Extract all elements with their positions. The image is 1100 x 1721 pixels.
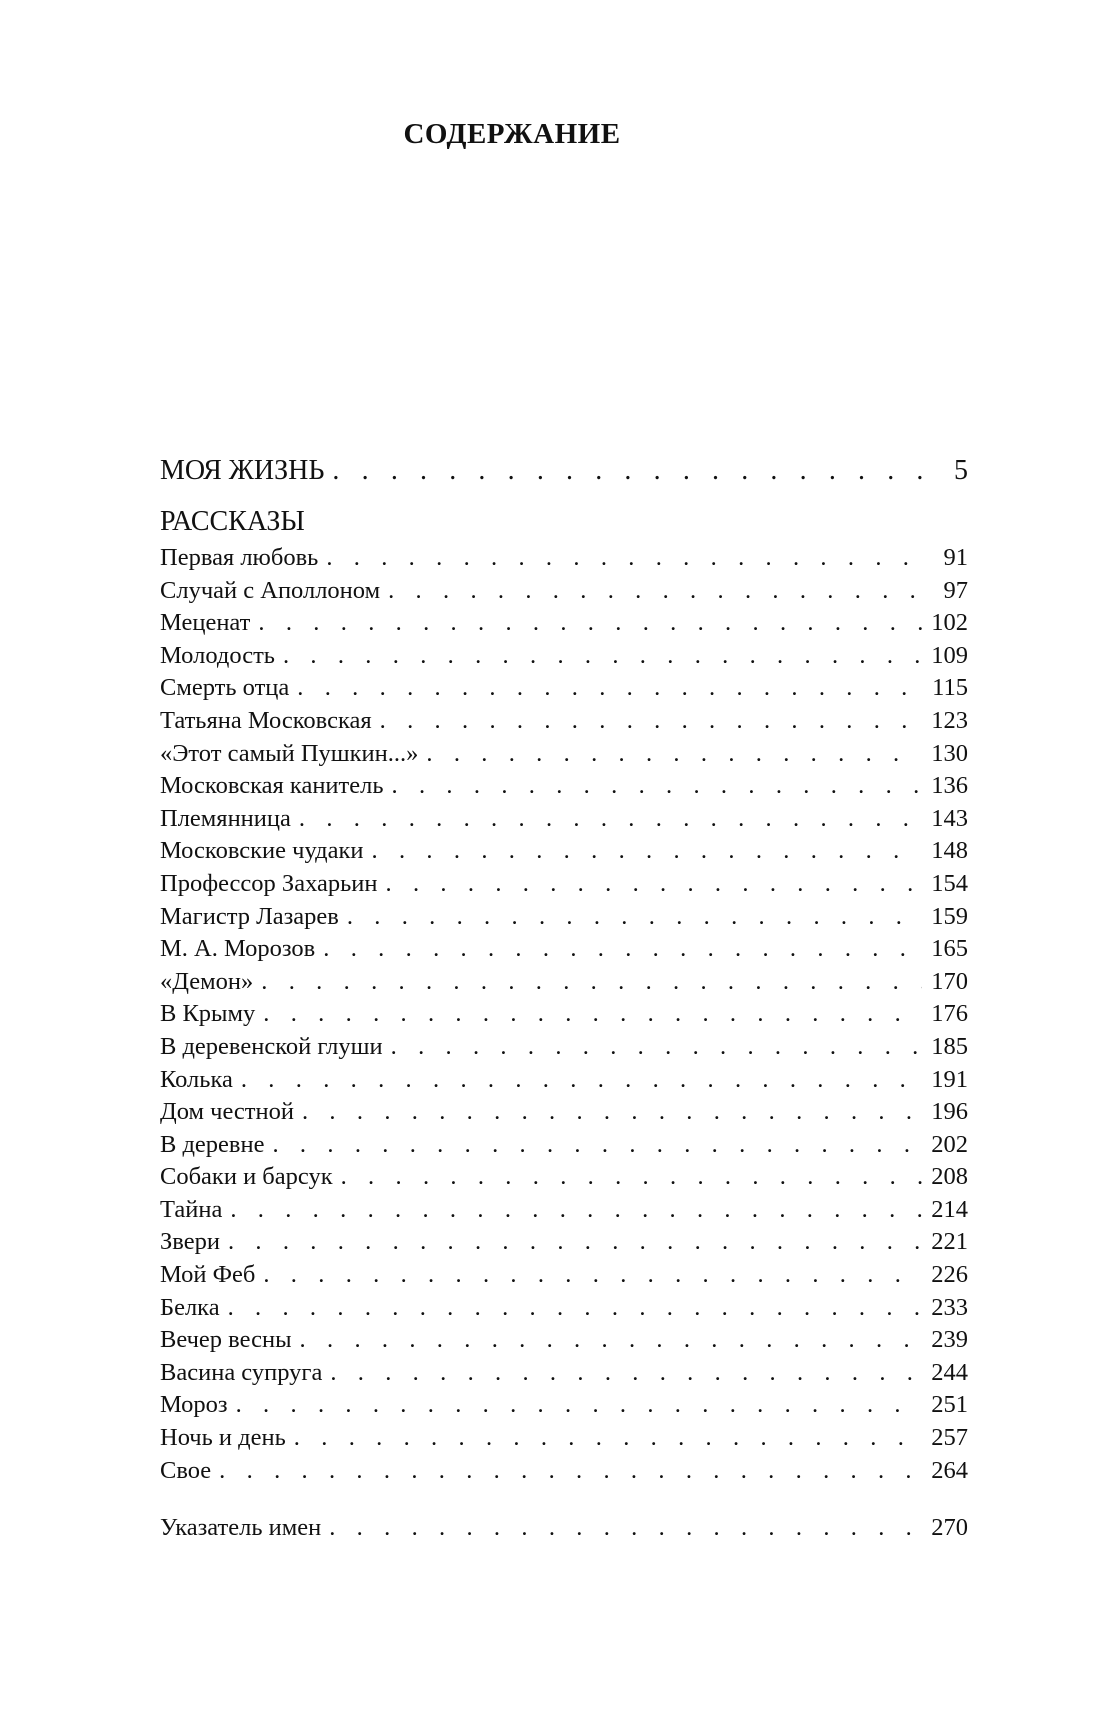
toc-entry-label: В деревне xyxy=(160,1130,265,1158)
toc-entry-label: Случай с Аполлоном xyxy=(160,576,381,604)
toc-row xyxy=(160,1357,968,1390)
toc-row xyxy=(160,901,968,934)
toc-page-number: 202 xyxy=(931,1130,968,1158)
toc-page-number: 239 xyxy=(931,1326,968,1354)
toc-entry-label: Первая любовь xyxy=(160,544,319,571)
toc-entry-label: Молодость xyxy=(160,641,275,669)
toc-row xyxy=(160,705,968,738)
toc-page-number: 185 xyxy=(931,1032,968,1060)
dot-leader xyxy=(228,1292,922,1325)
dot-leader xyxy=(323,933,922,966)
dot-leader xyxy=(332,453,936,489)
toc-entry-label: «Этот самый Пушкин...» xyxy=(160,739,419,767)
toc-row xyxy=(160,1512,968,1545)
toc-entry-label: Васина супруга xyxy=(160,1358,323,1386)
dot-leader xyxy=(302,1096,922,1129)
toc-page-number: 270 xyxy=(931,1514,968,1541)
toc-entry-label: Собаки и барсук xyxy=(160,1163,333,1191)
toc-page-number: 102 xyxy=(931,609,968,637)
toc-entry-label: Звери xyxy=(160,1228,220,1256)
toc-entry-label: М. А. Морозов xyxy=(160,935,316,963)
toc-entry-label: Смерть отца xyxy=(160,674,290,702)
toc-entry-label: В Крыму xyxy=(160,1000,256,1028)
toc-entry-label: Татьяна Московская xyxy=(160,706,372,734)
dot-leader xyxy=(263,998,922,1031)
dot-leader xyxy=(326,542,922,575)
toc-page-number: 170 xyxy=(931,967,968,995)
toc-page-number: 176 xyxy=(931,1000,968,1028)
toc-entry-label: Профессор Захарьин xyxy=(160,869,378,897)
toc-row xyxy=(160,453,968,489)
dot-leader xyxy=(300,1324,922,1357)
toc-index-entry xyxy=(160,1512,968,1545)
toc-entry-label: Белка xyxy=(160,1293,220,1321)
dot-leader xyxy=(426,738,922,771)
toc-entry-label: МОЯ ЖИЗНЬ xyxy=(160,455,325,486)
toc-row xyxy=(160,1031,968,1064)
toc-row xyxy=(160,640,968,673)
dot-leader xyxy=(347,901,922,934)
toc-stories-list xyxy=(160,542,968,1487)
dot-leader xyxy=(261,966,922,999)
dot-leader xyxy=(392,770,922,803)
dot-leader xyxy=(388,575,922,608)
toc-entry-label: Ночь и день xyxy=(160,1424,286,1452)
toc-row xyxy=(160,1161,968,1194)
dot-leader xyxy=(329,1512,922,1545)
toc-page-number: 159 xyxy=(931,902,968,930)
dot-leader xyxy=(236,1389,922,1422)
toc-page-number: 251 xyxy=(931,1391,968,1419)
toc-entry-label: Колька xyxy=(160,1065,233,1093)
toc-page-number: 221 xyxy=(931,1228,968,1256)
toc-row xyxy=(160,1389,968,1422)
toc-row xyxy=(160,998,968,1031)
toc-page-number: 191 xyxy=(931,1065,968,1093)
toc-entry-label: Мой Феб xyxy=(160,1261,256,1289)
dot-leader xyxy=(297,672,922,705)
toc-row xyxy=(160,1064,968,1097)
toc-entry-label: Вечер весны xyxy=(160,1326,292,1354)
toc-page-number: 5 xyxy=(954,455,968,486)
dot-leader xyxy=(263,1259,922,1292)
toc-row xyxy=(160,933,968,966)
toc-page-number: 165 xyxy=(931,935,968,963)
toc-row xyxy=(160,607,968,640)
toc-entry-label: Свое xyxy=(160,1456,212,1484)
dot-leader xyxy=(372,835,922,868)
toc-page-number: 154 xyxy=(931,869,968,897)
page-title: СОДЕРЖАНИЕ xyxy=(403,118,621,150)
toc-row xyxy=(160,575,968,608)
toc-row xyxy=(160,1259,968,1292)
dot-leader xyxy=(391,1031,922,1064)
toc-page-number: 244 xyxy=(931,1358,968,1386)
toc-page-number: 123 xyxy=(931,706,968,734)
toc-entry-label: Магистр Лазарев xyxy=(160,902,339,930)
toc-page-number: 257 xyxy=(931,1424,968,1452)
toc-entry-label: Племянница xyxy=(160,804,291,832)
dot-leader xyxy=(386,868,922,901)
dot-leader xyxy=(380,705,922,738)
toc-page-number: 130 xyxy=(931,739,968,767)
toc-row xyxy=(160,1096,968,1129)
toc-entry-label: Московская канитель xyxy=(160,772,384,800)
toc-entry-label: Меценат xyxy=(160,609,251,637)
dot-leader xyxy=(330,1357,922,1390)
toc-row xyxy=(160,542,968,575)
toc-page-number: 226 xyxy=(931,1261,968,1289)
toc-entry-label: Мороз xyxy=(160,1391,228,1419)
toc-row xyxy=(160,1129,968,1162)
toc-row xyxy=(160,770,968,803)
toc-row xyxy=(160,738,968,771)
toc-page-number: 148 xyxy=(931,837,968,865)
toc-page-number: 233 xyxy=(931,1293,968,1321)
toc-row xyxy=(160,1292,968,1325)
dot-leader xyxy=(299,803,922,836)
toc-entry-label: Дом честной xyxy=(160,1098,294,1126)
dot-leader xyxy=(341,1161,922,1194)
dot-leader xyxy=(219,1455,922,1488)
toc-row xyxy=(160,1194,968,1227)
toc-page-number: 136 xyxy=(931,772,968,800)
toc-row xyxy=(160,1455,968,1488)
dot-leader xyxy=(258,607,922,640)
dot-leader xyxy=(230,1194,922,1227)
toc-page-number: 214 xyxy=(931,1195,968,1223)
toc-row xyxy=(160,966,968,999)
toc-entry-label: Тайна xyxy=(160,1195,223,1223)
toc-entry-label: «Демон» xyxy=(160,967,254,995)
dot-leader xyxy=(283,640,922,673)
dot-leader xyxy=(228,1226,922,1259)
toc-page-number: 91 xyxy=(943,544,968,571)
toc-entry-label: Указатель имен xyxy=(160,1514,322,1541)
dot-leader xyxy=(241,1064,922,1097)
toc-row xyxy=(160,1422,968,1455)
toc-page-number: 264 xyxy=(931,1456,968,1484)
toc-entry-label: В деревенской глуши xyxy=(160,1032,383,1060)
toc-entry-label: Московские чудаки xyxy=(160,837,364,865)
toc-main-entry xyxy=(160,453,968,489)
section-heading: РАССКАЗЫ xyxy=(160,506,305,537)
toc-row xyxy=(160,672,968,705)
dot-leader xyxy=(294,1422,922,1455)
toc-page-number: 109 xyxy=(931,641,968,669)
toc-row xyxy=(160,803,968,836)
toc-page-number: 196 xyxy=(931,1098,968,1126)
toc-row xyxy=(160,1226,968,1259)
toc-row xyxy=(160,1324,968,1357)
toc-page-number: 208 xyxy=(931,1163,968,1191)
toc-page-number: 143 xyxy=(931,804,968,832)
toc-row xyxy=(160,868,968,901)
toc-page-number: 115 xyxy=(932,674,968,702)
dot-leader xyxy=(272,1129,922,1162)
toc-row xyxy=(160,835,968,868)
toc-page-number: 97 xyxy=(943,576,968,604)
